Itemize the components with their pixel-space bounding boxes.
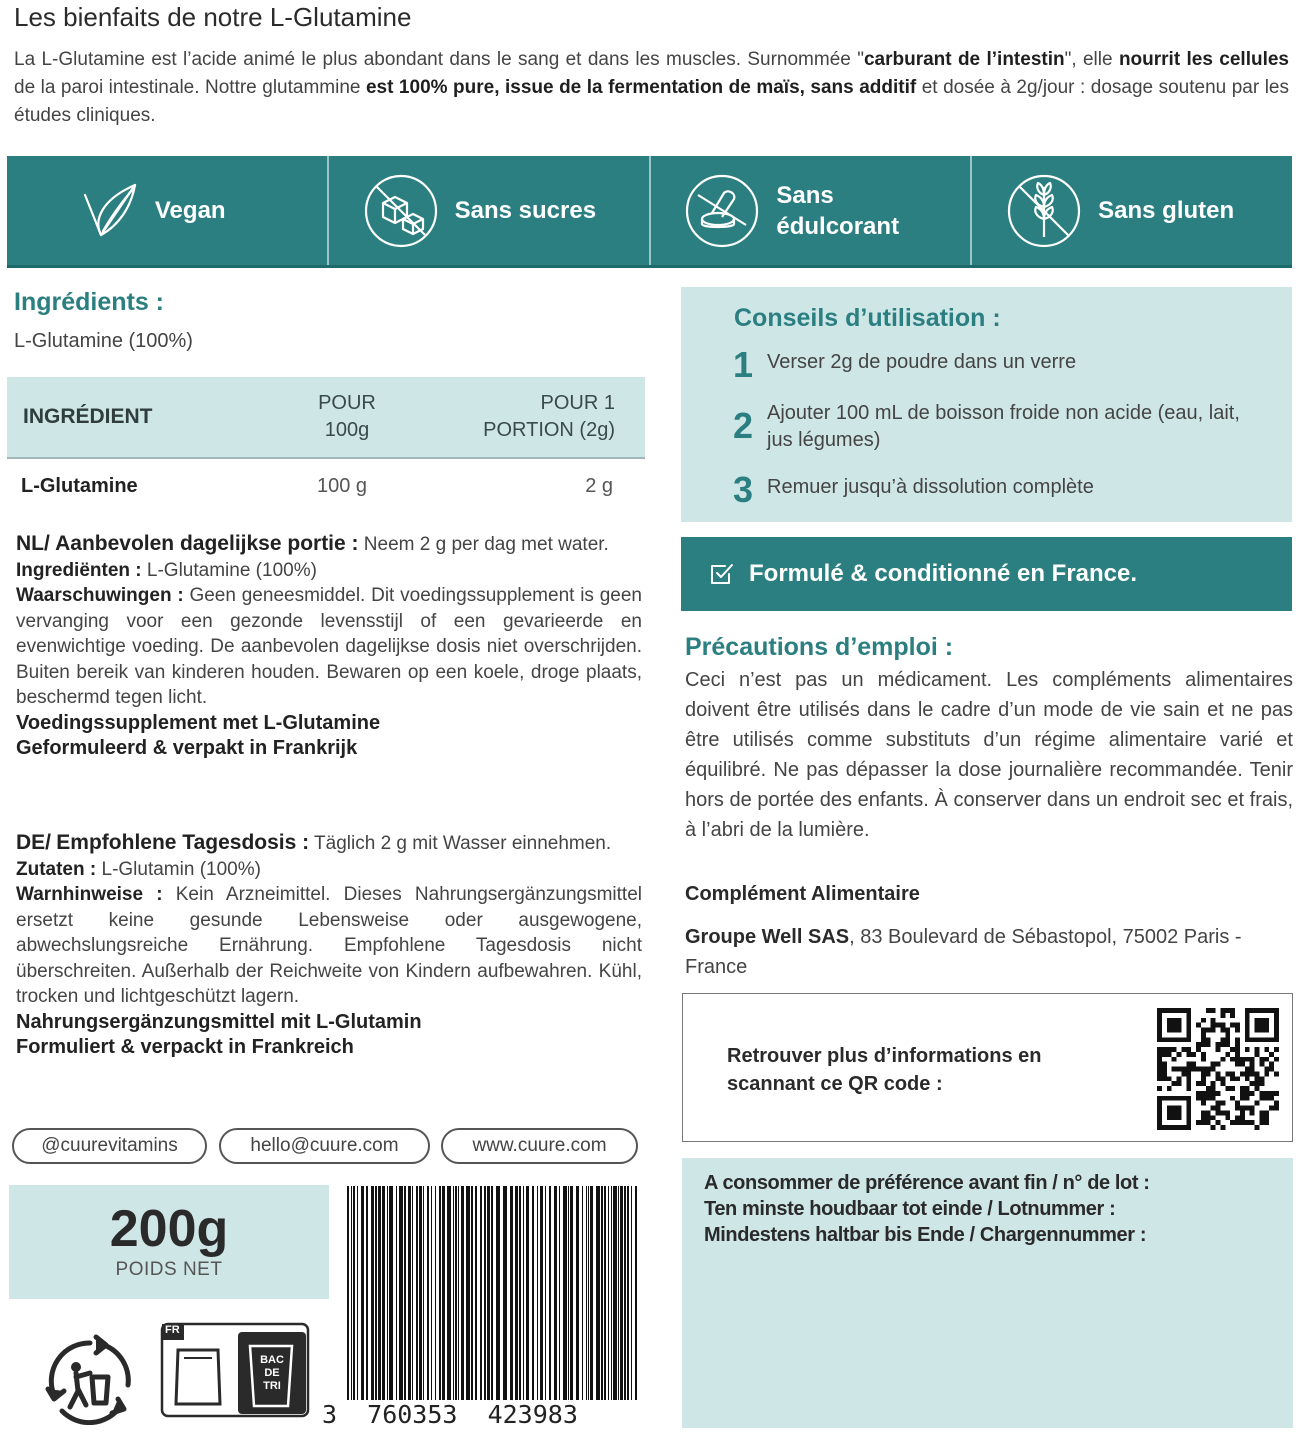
lot-info-box (682, 1158, 1293, 1428)
intro-text: et dosée à 2g/jour : dosage soutenu par les études cliniques. (14, 77, 1289, 126)
nl-supplement-line: Voedingssupplement met L-Glutamine (16, 711, 381, 734)
precautions-title: Précautions d’emploi : (685, 633, 954, 661)
intro-paragraph (14, 46, 1289, 130)
instagram-handle: @cuurevitamins (12, 1128, 207, 1164)
text: Kein Arzneimittel. Dieses Nahrungsergänzungsmittel ersetzt keine gesunde Lebensweise oder ausgewogene, abwechslungsreiche Ernährung. Empfohlene Tagesdosis nicht überschreiten. Außerhalb der Reichweite von Kindern aufbewahren. Kühl, trocken und lichtgeschützt lagern. (16, 884, 642, 1007)
leaf-icon (79, 181, 139, 241)
label: Waarschuwingen : (16, 585, 184, 606)
barcode-number: 3 760353 423983 (322, 1400, 578, 1429)
nl-dose (16, 531, 642, 558)
nl-made-in-line: Geformuleerd & verpakt in Frankrijk (16, 737, 358, 759)
usage-step (733, 400, 1257, 454)
usage-step (733, 469, 1257, 510)
label: Aanbevolen dagelijkse portie : (55, 532, 359, 555)
text: Neem 2 g per dag met water. (358, 534, 609, 555)
step-text: Remuer jusqu’à dissolution complète (767, 476, 1094, 498)
lot-line-fr: A consommer de préférence avant fin / n° de lot : (704, 1172, 1150, 1194)
ingredients-text: L-Glutamine (100%) (14, 330, 193, 352)
column-header-per-100g (297, 390, 397, 444)
no-gluten-wheat-icon (1006, 173, 1082, 249)
triman-recycling-icon (40, 1333, 140, 1425)
email-address: hello@cuure.com (219, 1128, 430, 1164)
lot-line-nl: Ten minste houdbaar tot einde / Lotnummer : (704, 1198, 1116, 1220)
company-name: Groupe Well SAS (685, 926, 850, 948)
ingredients-title: Ingrédients : (14, 288, 165, 316)
cell-per-portion: 2 g (585, 474, 613, 497)
badge-label: Sans sucres (454, 197, 597, 224)
made-in-france-bar (681, 537, 1292, 611)
precautions-text: Ceci n’est pas un médicament. Les compléments alimentaires doivent être utilisés dans le cadre d’un mode de vie sain et ne pas être utilisés comme substituts d’un régime alimentaire varié et équilibré. Ne pas dépasser la dose journalière recommandée. Tenir hors de portée des enfants. À conserver dans un endroit sec et frais, à l’abri de la lumière. (685, 669, 1293, 841)
intro-text: de la paroi intestinale. Nottre glutammine (14, 77, 366, 98)
dutch-info-block (16, 531, 642, 762)
badge-label: Sans édulcorant (776, 181, 900, 240)
header-line: POUR (318, 392, 376, 414)
text: Täglich 2 g mit Wasser einnehmen. (309, 833, 612, 854)
intro-text: La L-Glutamine est l’acide animé le plus abondant dans le sang et dans les muscles. Surnommée " (14, 49, 864, 70)
cell-per-100g: 100 g (317, 474, 368, 497)
header-line: 100g (324, 419, 370, 441)
net-weight-value: 200g (109, 1200, 229, 1258)
made-in-france-text: Formulé & conditionné en France. (749, 560, 1138, 587)
de-dose (16, 830, 642, 857)
intro-text: ", elle (1064, 49, 1119, 70)
step-text: Verser 2g de poudre dans un verre (767, 351, 1077, 373)
table-header (7, 377, 645, 459)
badge-sans-sucres (329, 156, 651, 265)
nl-ingredients (16, 558, 642, 584)
intro-bold-text: nourrit les cellules (1118, 49, 1289, 70)
nl-warnings (16, 583, 642, 711)
badges-bar (7, 156, 1292, 268)
lot-text (704, 1170, 1150, 1248)
barcode-icon (345, 1186, 643, 1404)
checkbox-icon (709, 561, 735, 587)
intro-bold-text: carburant de l’intestin (863, 49, 1065, 70)
text: L-Glutamine (100%) (141, 559, 317, 581)
badge-label: Vegan (154, 197, 226, 224)
bin-label: BAC DE TRI (260, 1354, 284, 1392)
address-text: , 83 Boulevard de Sébastopol, 75002 Paris - France (685, 926, 1242, 978)
label: Ingrediënten : (16, 559, 142, 581)
website-url: www.cuure.com (441, 1128, 638, 1164)
page-title: Les bienfaits de notre L-Glutamine (14, 2, 412, 32)
column-header-per-portion (397, 390, 645, 444)
de-supplement-line: Nahrungsergänzungsmittel mit L-Glutamin (16, 1010, 422, 1033)
column-header-ingredient: INGRÉDIENT (23, 405, 153, 428)
cell-ingredient-name: L-Glutamine (21, 474, 138, 497)
no-sugar-cubes-icon (363, 173, 439, 249)
ingredients-table (7, 377, 645, 513)
header-line: POUR 1 (540, 392, 615, 414)
de-warnings (16, 882, 642, 1010)
net-weight-label: POIDS NET (115, 1259, 223, 1280)
language-code: DE/ (16, 831, 52, 854)
qr-instruction-text: Retrouver plus d’informations en scannant ce QR code : (727, 1045, 1042, 1095)
usage-tips-box (681, 287, 1292, 522)
badge-sans-edulcorant (651, 156, 973, 265)
usage-tips-title: Conseils d’utilisation : (734, 304, 1001, 332)
qr-info-box (682, 993, 1293, 1142)
lot-line-de: Mindestens haltbar bis Ende / Chargennummer : (704, 1224, 1147, 1246)
table-row (7, 459, 645, 513)
text: L-Glutamin (100%) (96, 858, 261, 880)
food-supplement-label: Complément Alimentaire (685, 883, 920, 905)
label: Empfohlene Tagesdosis : (56, 831, 310, 854)
badge-sans-gluten (972, 156, 1292, 265)
badge-vegan (7, 156, 329, 265)
badge-label: Sans gluten (1098, 197, 1235, 224)
step-text: Ajouter 100 mL de boisson froide non acide (eau, lait, jus légumes) (767, 402, 1240, 451)
step-number: 3 (733, 469, 754, 510)
label: Zutaten : (16, 858, 97, 880)
de-ingredients (16, 857, 642, 883)
pouch-bin-icon (160, 1322, 310, 1418)
step-number: 1 (733, 344, 754, 385)
text: Geen geneesmiddel. Dit voedingssupplement is geen vervanging voor een gezonde levensstijl of een gevarieerde en evenwichtige voeding. De aanbevolen dagelijkse dosis niet overschrijden. Buiten bereik van kinderen houden. Bewaren op een koele, droge plaats, beschermd tegen licht. (16, 585, 642, 708)
no-sweetener-icon (684, 173, 760, 249)
label: Warnhinweise : (16, 884, 163, 905)
de-made-in-line: Formuliert & verpackt in Frankreich (16, 1036, 354, 1058)
usage-step (733, 344, 1257, 385)
header-line: PORTION (2g) (483, 419, 615, 441)
country-code: FR (165, 1324, 180, 1336)
step-number: 2 (733, 405, 754, 446)
intro-bold-text: est 100% pure, issue de la fermentation de maïs, sans additif (365, 77, 917, 98)
german-info-block (16, 830, 642, 1061)
company-address (685, 922, 1245, 982)
net-weight-box (9, 1185, 329, 1299)
language-code: NL/ (16, 532, 50, 555)
qr-code-icon[interactable] (1157, 1008, 1279, 1130)
pouch-recycling-info (160, 1322, 310, 1418)
